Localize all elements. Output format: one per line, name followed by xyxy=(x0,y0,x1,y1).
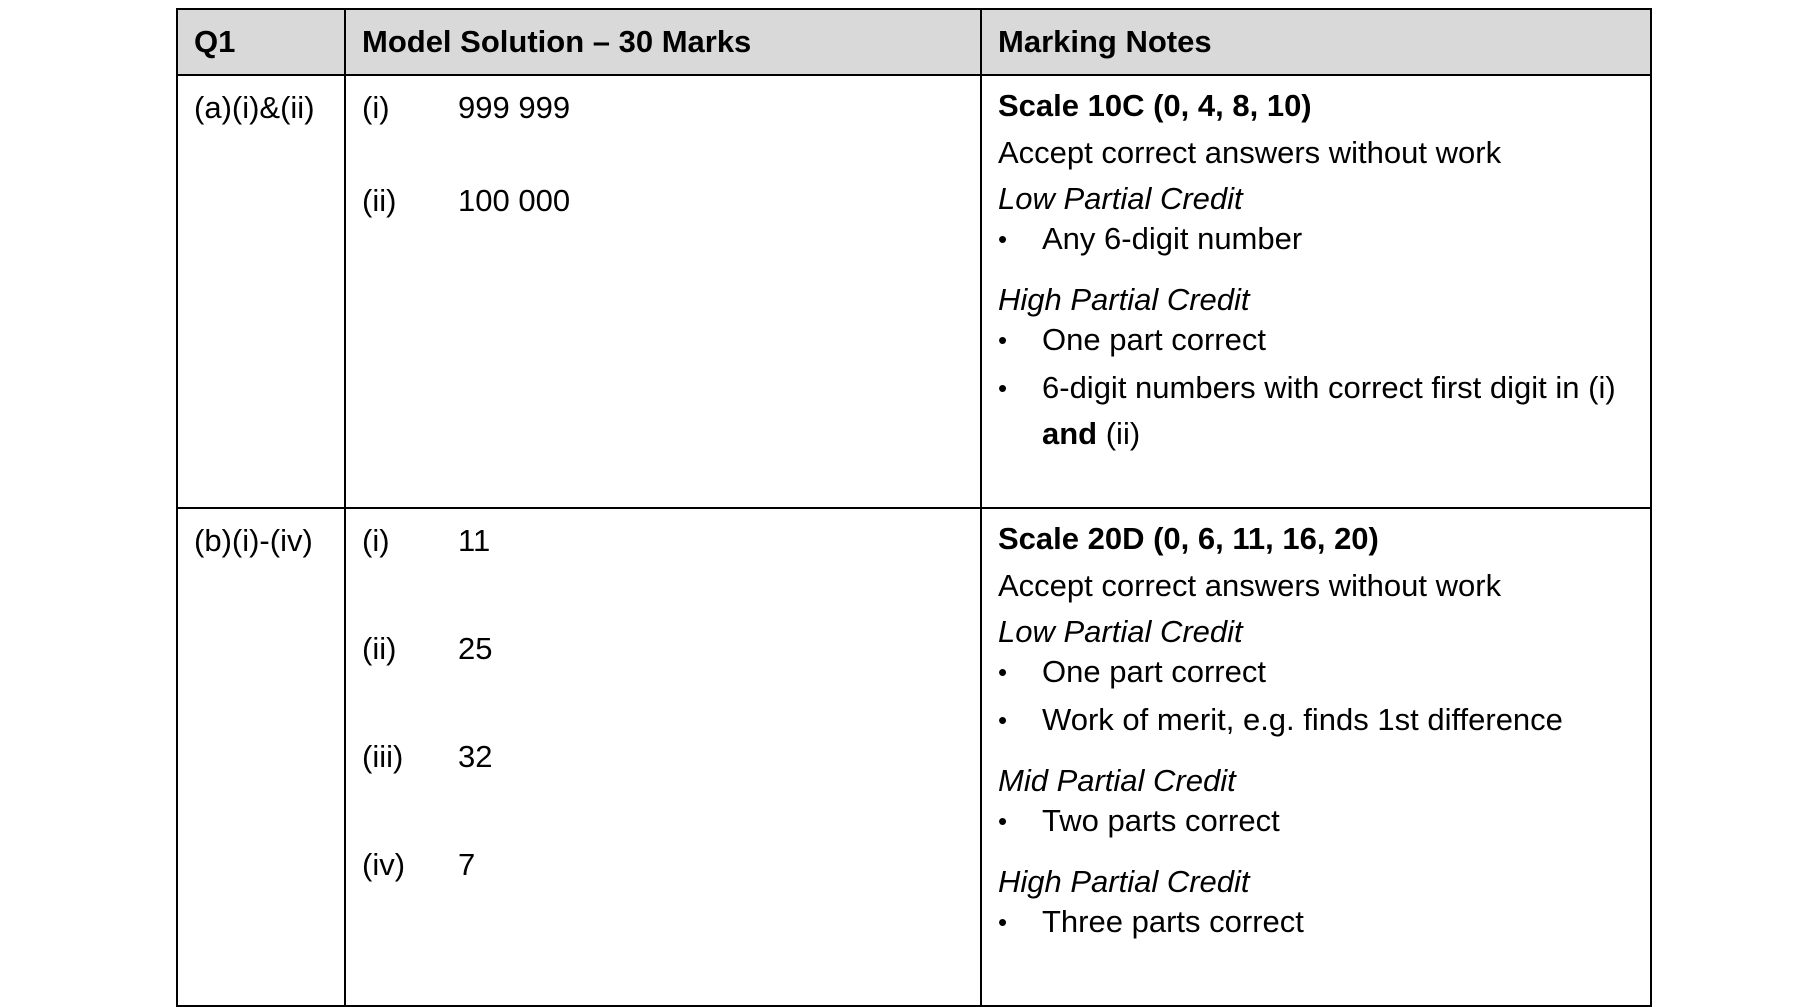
solution-line xyxy=(362,739,492,775)
list-item: • Two parts correct xyxy=(998,798,1634,844)
solution-part: (ii) xyxy=(362,631,397,666)
high-partial-group xyxy=(998,866,1634,945)
solution-line xyxy=(362,183,570,219)
header-model-solution: Model Solution – 30 Marks xyxy=(346,10,982,74)
accept-note: Accept correct answers without work xyxy=(998,135,1502,170)
solution-part: (i) xyxy=(362,90,390,125)
solution-answer: 7 xyxy=(458,847,476,882)
table-row xyxy=(178,76,1650,509)
solution-answer: 25 xyxy=(458,631,493,666)
bullet-dot: • xyxy=(998,705,1008,735)
header-question: Q1 xyxy=(178,10,346,74)
solution-part: (ii) xyxy=(362,183,397,218)
solution-cell xyxy=(346,76,982,507)
list-item: • Work of merit, e.g. finds 1st difference xyxy=(998,697,1634,743)
marking-scheme-table xyxy=(176,8,1652,1007)
low-partial-group xyxy=(998,616,1634,743)
notes-cell xyxy=(982,76,1650,507)
solution-part: (iv) xyxy=(362,847,406,882)
question-cell xyxy=(178,76,346,507)
question-cell xyxy=(178,509,346,1005)
solution-answer: 11 xyxy=(458,523,491,558)
bullet-dot: • xyxy=(998,224,1008,254)
bullet-dot: • xyxy=(998,806,1008,836)
table-row xyxy=(178,509,1650,1005)
credit-title: Mid Partial Credit xyxy=(998,763,1236,798)
solution-answer: 999 999 xyxy=(458,90,571,125)
bullet-dot: • xyxy=(998,325,1008,355)
solution-line xyxy=(362,523,490,559)
solution-line xyxy=(362,847,475,883)
low-partial-group xyxy=(998,183,1634,262)
table-header xyxy=(178,10,1650,76)
solution-line xyxy=(362,90,570,126)
credit-title: Low Partial Credit xyxy=(998,181,1243,216)
solution-part: (iii) xyxy=(362,739,404,774)
high-partial-group xyxy=(998,284,1634,457)
solution-answer: 100 000 xyxy=(458,183,571,218)
list-item: • One part correct xyxy=(998,317,1634,363)
list-item: • One part correct xyxy=(998,649,1634,695)
credit-title: High Partial Credit xyxy=(998,864,1250,899)
notes-cell xyxy=(982,509,1650,1005)
accept-note: Accept correct answers without work xyxy=(998,568,1502,603)
solution-cell xyxy=(346,509,982,1005)
scale-heading: Scale 20D (0, 6, 11, 16, 20) xyxy=(998,521,1379,556)
solution-answer: 32 xyxy=(458,739,493,774)
credit-title: High Partial Credit xyxy=(998,282,1250,317)
solution-line xyxy=(362,631,492,667)
mid-partial-group xyxy=(998,765,1634,844)
question-label: (a)(i)&(ii) xyxy=(194,90,315,125)
header-marking-notes: Marking Notes xyxy=(998,24,1212,59)
question-label: (b)(i)-(iv) xyxy=(194,523,313,558)
credit-title: Low Partial Credit xyxy=(998,614,1243,649)
solution-part: (i) xyxy=(362,523,390,558)
bullet-dot: • xyxy=(998,657,1008,687)
scale-heading: Scale 10C (0, 4, 8, 10) xyxy=(998,88,1312,123)
bullet-dot: • xyxy=(998,373,1008,403)
list-item: • Any 6-digit number xyxy=(998,216,1634,262)
bullet-dot: • xyxy=(998,907,1008,937)
list-item: • Three parts correct xyxy=(998,899,1634,945)
list-item: • 6-digit numbers with correct first digit in (i) and (ii) xyxy=(998,365,1634,457)
